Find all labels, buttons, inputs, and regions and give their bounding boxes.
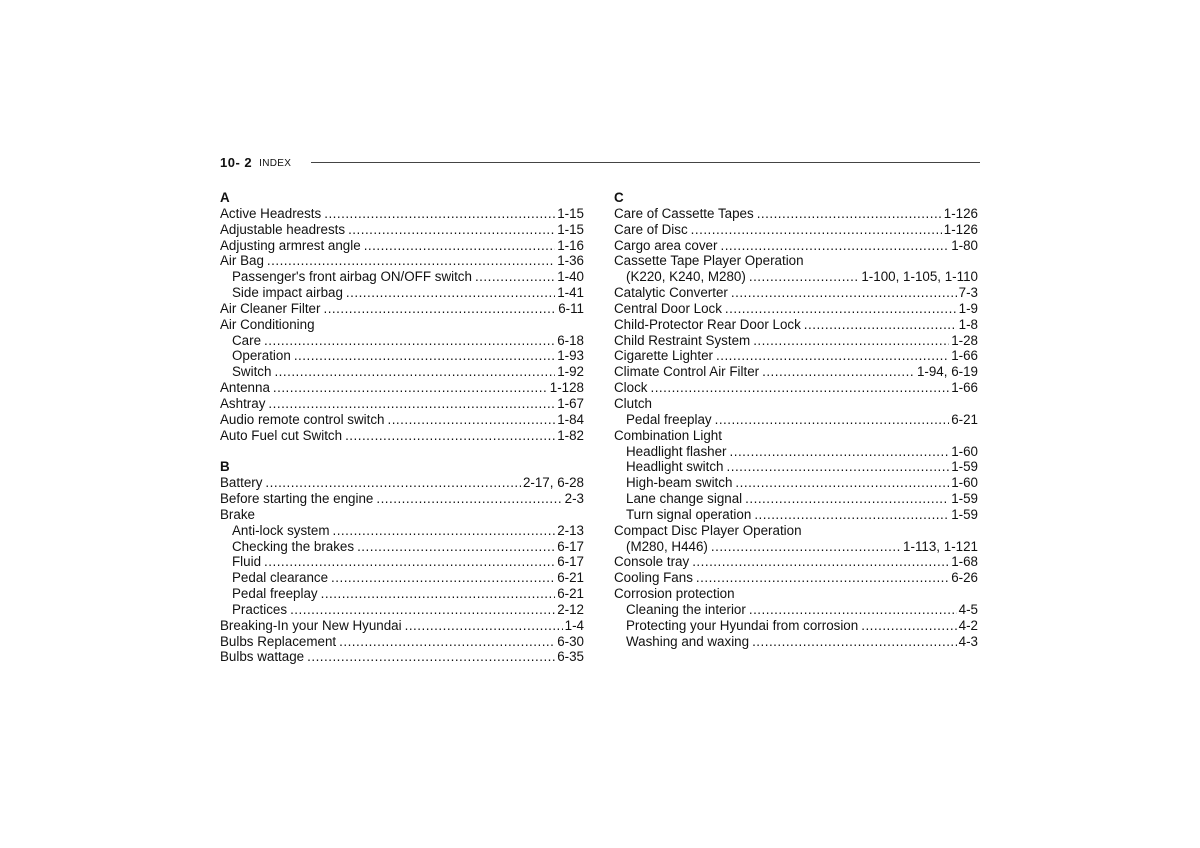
entry-page-ref: 6-35 [557, 649, 584, 665]
dot-leader [475, 269, 555, 285]
entry-label: Child Restraint System [614, 332, 751, 348]
entry-label: Central Door Lock [614, 300, 722, 316]
entry-label: High-beam switch [626, 475, 733, 491]
index-entry [614, 206, 978, 222]
index-subentry [220, 554, 584, 570]
index-entry [220, 412, 584, 428]
index-entry [614, 348, 978, 364]
dot-leader [757, 206, 942, 222]
entry-label: Auto Fuel cut Switch [220, 427, 343, 443]
entry-page-ref: 6-21 [557, 570, 584, 586]
dot-leader [376, 491, 562, 507]
dot-leader [346, 285, 555, 301]
entry-label: Ashtray [220, 395, 266, 411]
entry-label: Active Headrests [220, 205, 322, 221]
entry-label: Battery [220, 475, 263, 491]
entry-page-ref: 1-67 [557, 395, 584, 411]
dot-leader [735, 475, 949, 491]
entry-label: Cleaning the interior [626, 601, 746, 617]
entry-page-ref: 1-16 [557, 237, 584, 253]
entry-page-ref: 1-59 [951, 459, 978, 475]
dot-leader [264, 333, 555, 349]
dot-leader [861, 618, 956, 634]
dot-leader [752, 634, 957, 650]
index-entry [220, 475, 584, 491]
entry-label: Passenger's front airbag ON/OFF switch [232, 269, 472, 285]
entry-page-ref: 1-59 [951, 506, 978, 522]
entry-label: (M280, H446) [626, 538, 708, 554]
entry-page-ref: 1-15 [557, 205, 584, 221]
entry-page-ref: 1-8 [958, 316, 978, 332]
entry-label: Turn signal operation [626, 506, 752, 522]
entry-page-ref: 1-41 [557, 285, 584, 301]
entry-page-ref: 1-66 [951, 380, 978, 396]
dot-leader [323, 301, 556, 317]
entry-page-ref: 4-3 [958, 633, 978, 649]
entry-page-ref: 1-36 [557, 253, 584, 269]
page-number: 10- 2 [220, 154, 253, 170]
entry-label: Antenna [220, 380, 270, 396]
index-entry [220, 618, 584, 634]
index-column-right [614, 190, 978, 649]
index-entry [220, 649, 584, 665]
dot-leader [274, 364, 555, 380]
entry-page-ref: 6-21 [951, 411, 978, 427]
entry-page-ref: 1-94, 6-19 [916, 364, 978, 380]
entry-label: Air Bag [220, 253, 264, 269]
index-subentry [614, 539, 978, 555]
dot-leader [731, 285, 957, 301]
dot-leader [357, 539, 555, 555]
entry-page-ref: 2-13 [557, 522, 584, 538]
index-subentry [614, 475, 978, 491]
index-entry [220, 491, 584, 507]
index-entry [614, 285, 978, 301]
index-entry [220, 634, 584, 650]
entry-page-ref: 1-126 [943, 205, 978, 221]
index-entry [614, 317, 978, 333]
dot-leader [753, 333, 949, 349]
entry-page-ref: 2-12 [557, 601, 584, 617]
dot-leader [268, 396, 555, 412]
entry-label: Lane change signal [626, 491, 743, 507]
index-entry [614, 301, 978, 317]
entry-label: Breaking-In your New Hyundai [220, 617, 402, 633]
dot-leader [650, 380, 949, 396]
dot-leader [273, 380, 548, 396]
entry-label: Anti-lock system [232, 522, 330, 538]
dot-leader [307, 649, 555, 665]
entry-label: Fluid [232, 554, 262, 570]
index-entry [614, 523, 978, 539]
index-subentry [614, 602, 978, 618]
index-entry [614, 380, 978, 396]
entry-page-ref: 6-26 [951, 570, 978, 586]
index-entry [220, 507, 584, 523]
index-entry [220, 222, 584, 238]
entry-label: Pedal freeplay [626, 411, 712, 427]
entry-label: Adjusting armrest angle [220, 237, 361, 253]
entry-label: Washing and waxing [626, 633, 750, 649]
entry-page-ref: 1-59 [951, 491, 978, 507]
section-title: INDEX [259, 157, 292, 169]
entry-label: Practices [232, 601, 288, 617]
index-entry [220, 317, 584, 333]
entry-label: Pedal clearance [232, 570, 329, 586]
dot-leader [716, 348, 949, 364]
dot-leader [762, 364, 915, 380]
index-entry [614, 554, 978, 570]
index-subentry [220, 333, 584, 349]
dot-leader [321, 586, 556, 602]
entry-label: Cargo area cover [614, 237, 718, 253]
entry-label: Cassette Tape Player Operation [614, 253, 804, 269]
page-header [220, 152, 980, 172]
entry-page-ref: 2-17, 6-28 [522, 475, 584, 491]
index-entry [614, 364, 978, 380]
entry-page-ref: 1-93 [557, 348, 584, 364]
index-subentry [614, 459, 978, 475]
dot-leader [405, 618, 563, 634]
entry-label: Climate Control Air Filter [614, 364, 760, 380]
index-letter-heading: A [220, 190, 230, 205]
entry-page-ref: 1-66 [951, 348, 978, 364]
entry-label: Care of Disc [614, 221, 688, 237]
entry-label: Operation [232, 348, 291, 364]
dot-leader [749, 269, 860, 285]
dot-leader [725, 301, 957, 317]
index-subentry [614, 507, 978, 523]
entry-label: Care [232, 332, 262, 348]
index-entry [614, 238, 978, 254]
dot-leader [264, 554, 555, 570]
entry-page-ref: 6-17 [557, 554, 584, 570]
dot-leader [345, 428, 555, 444]
entry-page-ref: 4-2 [958, 617, 978, 633]
dot-leader [715, 412, 950, 428]
entry-page-ref: 1-68 [951, 554, 978, 570]
entry-label: Bulbs Replacement [220, 633, 337, 649]
entry-page-ref: 1-84 [557, 411, 584, 427]
entry-page-ref: 1-9 [958, 300, 978, 316]
index-subentry [220, 523, 584, 539]
entry-page-ref: 6-21 [557, 586, 584, 602]
entry-label: Side impact airbag [232, 285, 343, 301]
index-subentry [220, 285, 584, 301]
index-entry [220, 380, 584, 396]
entry-label: Brake [220, 506, 255, 522]
entry-page-ref: 1-100, 1-105, 1-110 [861, 269, 978, 285]
entry-label: Air Cleaner Filter [220, 300, 321, 316]
index-entry [220, 206, 584, 222]
entry-page-ref: 1-40 [557, 269, 584, 285]
index-subentry [220, 269, 584, 285]
entry-label: (K220, K240, M280) [626, 269, 746, 285]
index-entry [220, 238, 584, 254]
entry-label: Bulbs wattage [220, 649, 305, 665]
dot-leader [692, 554, 949, 570]
dot-leader [387, 412, 555, 428]
index-column-left [220, 190, 584, 665]
entry-label: Corrosion protection [614, 586, 735, 602]
dot-leader [339, 634, 555, 650]
index-entry [614, 333, 978, 349]
index-subentry [614, 634, 978, 650]
section-spacer [220, 444, 584, 460]
entry-page-ref: 1-128 [549, 380, 584, 396]
dot-leader [332, 523, 555, 539]
index-subentry [220, 586, 584, 602]
dot-leader [324, 206, 555, 222]
entry-page-ref: 1-15 [557, 221, 584, 237]
dot-leader [730, 444, 950, 460]
dot-leader [294, 348, 555, 364]
index-subentry [614, 444, 978, 460]
index-entry [220, 396, 584, 412]
dot-leader [364, 238, 556, 254]
dot-leader [696, 570, 949, 586]
entry-label: Combination Light [614, 427, 722, 443]
entry-label: Headlight flasher [626, 443, 727, 459]
index-subentry [614, 412, 978, 428]
entry-label: Audio remote control switch [220, 411, 385, 427]
index-entry [614, 396, 978, 412]
dot-leader [727, 459, 950, 475]
entry-label: Headlight switch [626, 459, 724, 475]
entry-page-ref: 1-80 [951, 237, 978, 253]
entry-label: Child-Protector Rear Door Lock [614, 316, 801, 332]
index-subentry [220, 364, 584, 380]
entry-label: Compact Disc Player Operation [614, 522, 802, 538]
index-entry [614, 222, 978, 238]
entry-label: Adjustable headrests [220, 221, 346, 237]
index-entry [220, 301, 584, 317]
dot-leader [711, 539, 901, 555]
index-subentry [614, 618, 978, 634]
entry-label: Console tray [614, 554, 690, 570]
index-subentry [614, 269, 978, 285]
entry-page-ref: 6-17 [557, 538, 584, 554]
entry-label: Care of Cassette Tapes [614, 205, 754, 221]
entry-label: Air Conditioning [220, 316, 315, 332]
entry-page-ref: 7-3 [958, 285, 978, 301]
entry-page-ref: 1-60 [951, 443, 978, 459]
dot-leader [720, 238, 949, 254]
entry-page-ref: 6-30 [557, 633, 584, 649]
entry-page-ref: 1-82 [557, 427, 584, 443]
index-entry [614, 570, 978, 586]
index-entry [220, 428, 584, 444]
index-entry [220, 253, 584, 269]
dot-leader [331, 570, 555, 586]
entry-page-ref: 6-11 [558, 300, 584, 316]
entry-label: Protecting your Hyundai from corrosion [626, 617, 859, 633]
entry-page-ref: 1-92 [557, 364, 584, 380]
dot-leader [265, 475, 521, 491]
entry-label: Checking the brakes [232, 538, 355, 554]
entry-page-ref: 1-126 [943, 221, 978, 237]
entry-label: Clutch [614, 395, 652, 411]
dot-leader [745, 491, 949, 507]
dot-leader [691, 222, 942, 238]
entry-label: Cooling Fans [614, 570, 693, 586]
entry-label: Clock [614, 380, 648, 396]
entry-page-ref: 1-113, 1-121 [903, 538, 978, 554]
entry-page-ref: 4-5 [958, 601, 978, 617]
dot-leader [290, 602, 555, 618]
entry-label: Cigarette Lighter [614, 348, 713, 364]
index-subentry [220, 348, 584, 364]
index-entry [614, 428, 978, 444]
index-subentry [614, 491, 978, 507]
dot-leader [348, 222, 555, 238]
entry-label: Switch [232, 364, 272, 380]
entry-page-ref: 1-4 [564, 617, 584, 633]
entry-page-ref: 2-3 [564, 491, 584, 507]
entry-label: Before starting the engine [220, 491, 374, 507]
entry-label: Catalytic Converter [614, 285, 728, 301]
entry-label: Pedal freeplay [232, 586, 318, 602]
header-divider [311, 162, 980, 163]
index-subentry [220, 570, 584, 586]
index-entry [614, 253, 978, 269]
index-letter-heading: C [614, 190, 624, 205]
dot-leader [267, 253, 555, 269]
entry-page-ref: 6-18 [557, 332, 584, 348]
index-letter-heading: B [220, 459, 230, 475]
entry-page-ref: 1-60 [951, 475, 978, 491]
index-subentry [220, 602, 584, 618]
entry-page-ref: 1-28 [951, 332, 978, 348]
index-subentry [220, 539, 584, 555]
dot-leader [804, 317, 957, 333]
index-entry [614, 586, 978, 602]
dot-leader [754, 507, 949, 523]
dot-leader [749, 602, 957, 618]
